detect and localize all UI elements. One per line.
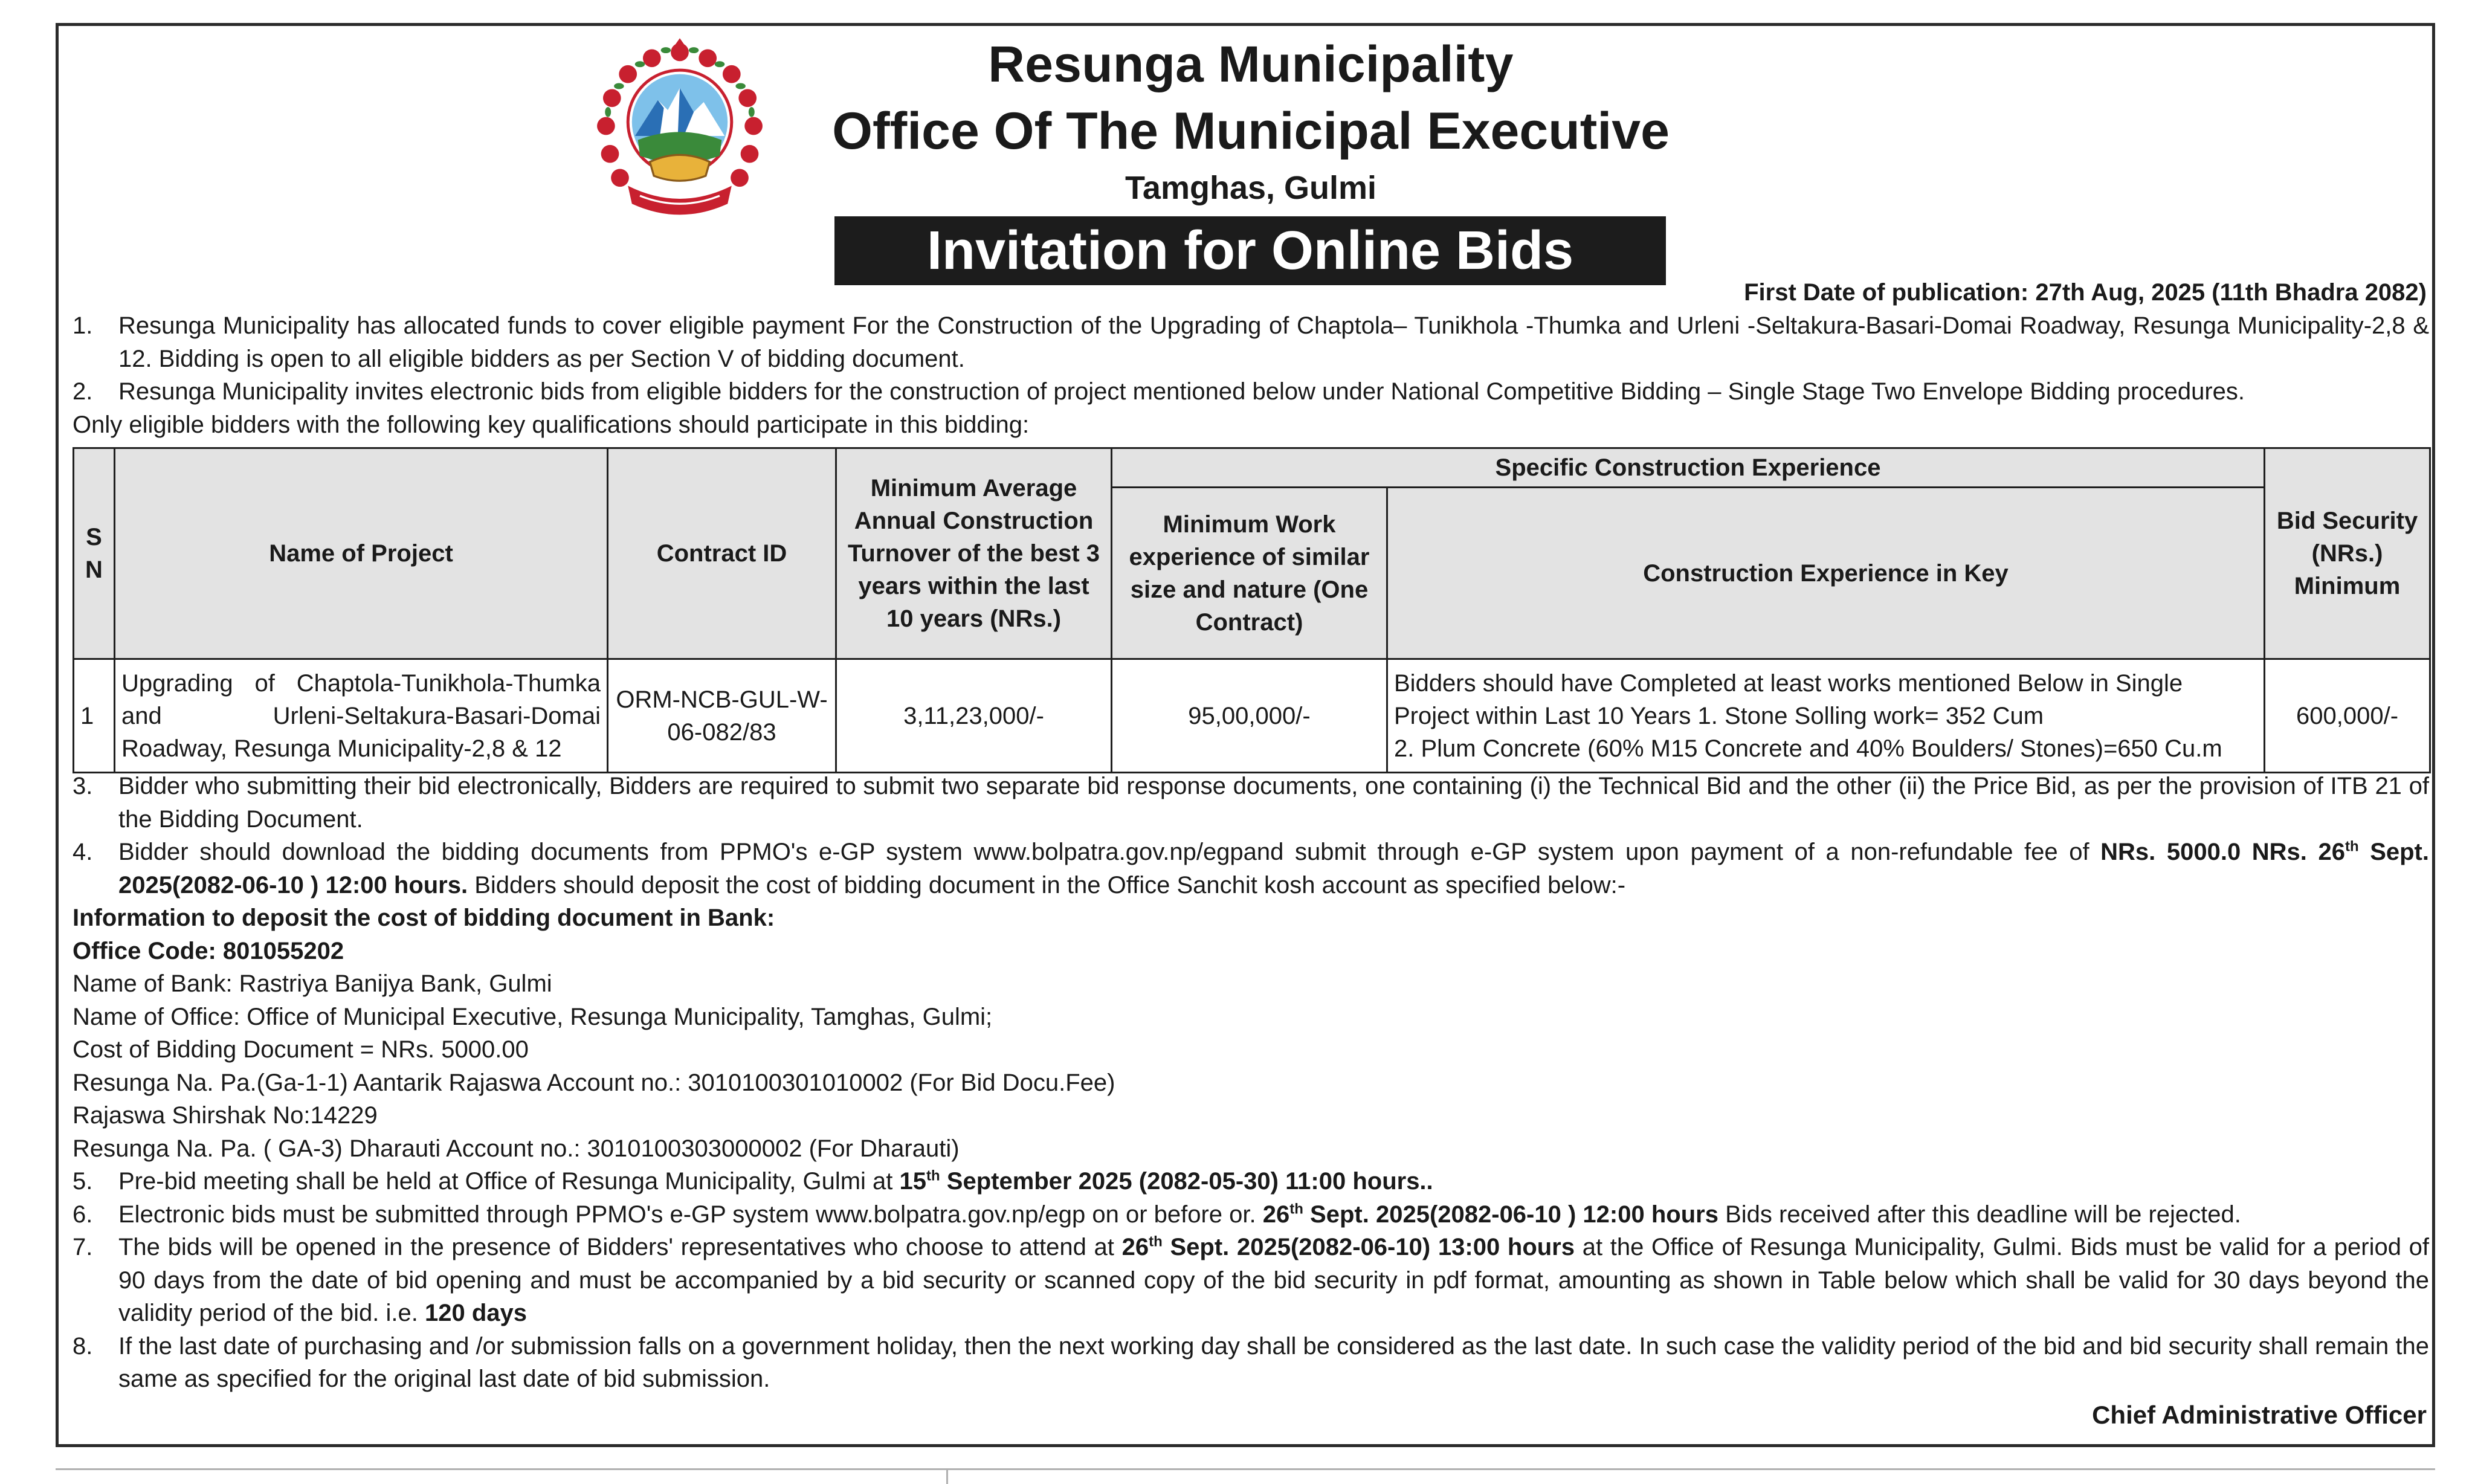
office-name: Office Of The Municipal Executive	[832, 102, 1670, 160]
point-number: 2.	[73, 378, 93, 405]
experience-line-1: Bidders should have Completed at least works mentioned Below in Single Project within Last 10 Years 1. Stone Solling work= 352 Cum	[1394, 669, 2183, 729]
point-text: If the last date of purchasing and /or submission falls on a government holiday, then the next working day shall be considered as the last date. In such case the validity period of the bid and bid security shall remain the same as specified for the original last date of bid submission.	[118, 1332, 2429, 1392]
notice-title-banner: Invitation for Online Bids	[834, 216, 1666, 285]
point-text: The bids will be opened in the presence of Bidders' representatives who choose to attend at	[118, 1234, 1114, 1260]
point-number: 3.	[73, 773, 93, 799]
header-key-experience: Construction Experience in Key	[1387, 488, 2265, 659]
header-sn: S N	[74, 448, 115, 659]
publication-date: First Date of publication: 27th Aug, 2025 (11th Bhadra 2082)	[1744, 279, 2427, 306]
table-row	[74, 659, 2430, 773]
office-code: Office Code: 801055202	[73, 937, 344, 964]
header-project-name: Name of Project	[115, 448, 608, 659]
revenue-heading-number: Rajaswa Shirshak No:14229	[73, 1102, 378, 1129]
ordinal-suffix: th	[1149, 1233, 1163, 1250]
bank-name: Name of Bank: Rastriya Banijya Bank, Gulmi	[73, 970, 552, 997]
header-turnover: Minimum Average Annual Construction Turnover of the best 3 years within the last 10 years (NRs.)	[836, 448, 1112, 659]
point-8	[73, 1330, 2429, 1396]
cell-turnover: 3,11,23,000/-	[836, 659, 1112, 773]
point-6	[73, 1198, 2429, 1231]
point-number: 6.	[73, 1201, 93, 1228]
point-7	[73, 1231, 2429, 1330]
point-text: Electronic bids must be submitted through PPMO's e-GP system www.bolpatra.gov.np/egp on or before or.	[118, 1201, 1256, 1228]
document-cost: Cost of Bidding Document = NRs. 5000.00	[73, 1036, 529, 1063]
bank-office-name: Name of Office: Office of Municipal Executive, Resunga Municipality, Tamghas, Gulmi;	[73, 1003, 993, 1030]
fee-amount: NRs. 5000.0 NRs. 26	[2100, 839, 2345, 865]
cell-key-experience	[1387, 659, 2265, 773]
pre-bid-day: 15	[899, 1168, 927, 1195]
point-text: Bidder who submitting their bid electronically, Bidders are required to submit two separate bid response documents, one containing (i) the Technical Bid and the other (ii) the Price Bid, as per the provision of ITB 21 of the Bidding Document.	[118, 773, 2429, 833]
signatory-title: Chief Administrative Officer	[2092, 1401, 2427, 1429]
cell-contract-id: ORM-NCB-GUL-W-06-082/83	[608, 659, 836, 773]
cell-sn: 1	[74, 659, 115, 773]
point-text: Pre-bid meeting shall be held at Office of Resunga Municipality, Gulmi at	[118, 1168, 893, 1195]
submission-day: 26	[1262, 1201, 1290, 1228]
point-text: Resunga Municipality has allocated funds to cover eligible payment For the Construction of the Upgrading of Chaptola– Tunikhola -Thumka and Urleni -Seltakura-Basari-Domai Roadway, Resunga Municipality-2,8 & 12. Bidding is open to all eligible bidders as per Section V of bidding document.	[118, 312, 2429, 372]
point-text: Resunga Municipality invites electronic bids from eligible bidders for the construction of project mentioned below under National Competitive Bidding – Single Stage Two Envelope Bidding procedures.	[118, 378, 2245, 405]
point-3	[73, 770, 2429, 836]
point-4	[73, 836, 2429, 902]
point-5	[73, 1165, 2429, 1198]
ordinal-suffix: th	[2344, 838, 2359, 855]
organization-name: Resunga Municipality	[988, 36, 1514, 92]
footer-rule	[56, 1468, 2435, 1470]
point-text: Bidder should download the bidding documents from PPMO's e-GP system www.bolpatra.gov.np/egpand submit through e-GP system upon payment of a non-refundable fee of	[118, 839, 2089, 865]
point-text-continued: Bids received after this deadline will be rejected.	[1725, 1201, 2241, 1228]
deposit-account: Resunga Na. Pa. ( GA-3) Dharauti Account no.: 3010100303000002 (For Dharauti)	[73, 1135, 960, 1162]
cell-bid-security: 600,000/-	[2265, 659, 2430, 773]
point-2	[73, 375, 2429, 408]
ordinal-suffix: th	[1289, 1201, 1303, 1218]
cell-min-work: 95,00,000/-	[1112, 659, 1387, 773]
header-bid-security: Bid Security (NRs.) Minimum	[2265, 448, 2430, 659]
ordinal-suffix: th	[926, 1167, 940, 1184]
opening-day: 26	[1121, 1234, 1149, 1260]
header-specific-experience: Specific Construction Experience	[1112, 448, 2265, 488]
point-number: 5.	[73, 1168, 93, 1195]
point-number: 4.	[73, 839, 93, 865]
header-contract-id: Contract ID	[608, 448, 836, 659]
bank-info-heading: Information to deposit the cost of bidding document in Bank:	[73, 905, 775, 931]
security-validity: 120 days	[424, 1300, 527, 1326]
opening-date: Sept. 2025(2082-06-10) 13:00 hours	[1170, 1234, 1575, 1260]
office-location: Tamghas, Gulmi	[1125, 170, 1377, 206]
point-number: 7.	[73, 1234, 93, 1260]
point-text-continued: at the Office of Resunga Municipality, Gulmi. Bids must be valid for a period of 90 days from the date of bid opening and must be accompanied by a bid security or scanned copy of the bid security in pdf format, amounting as shown in Table below which shall be valid for 30 days beyond the validity period of the bid. i.e.	[118, 1234, 2429, 1326]
qualification-note: Only eligible bidders with the following key qualifications should participate in this bidding:	[73, 411, 1030, 438]
header-min-work: Minimum Work experience of similar size and nature (One Contract)	[1112, 488, 1387, 659]
experience-line-2: 2. Plum Concrete (60% M15 Concrete and 40% Boulders/ Stones)=650 Cu.m	[1394, 735, 2222, 762]
point-1	[73, 309, 2429, 375]
point-number: 8.	[73, 1332, 93, 1360]
footer-divider	[946, 1468, 948, 1484]
submission-deadline: Sept. 2025(2082-06-10 ) 12:00 hours	[1310, 1201, 1718, 1228]
notice-intro	[73, 309, 2429, 441]
pre-bid-date: September 2025 (2082-05-30) 11:00 hours..	[946, 1168, 1433, 1195]
notice-details	[73, 770, 2429, 1396]
point-number: 1.	[73, 312, 93, 339]
bid-qualification-table	[73, 447, 2431, 773]
cell-project-name: Upgrading of Chaptola-Tunikhola-Thumka and Urleni-Seltakura-Basari-Domai Roadway, Resunga Municipality-2,8 & 12	[115, 659, 608, 773]
download-deadline: Sept. 2025(2082-06-10 ) 12:00 hours.	[118, 839, 2429, 898]
point-text-continued: Bidders should deposit the cost of bidding document in the Office Sanchit kosh account as specified below:-	[474, 871, 1626, 898]
revenue-account: Resunga Na. Pa.(Ga-1-1) Aantarik Rajaswa Account no.: 3010100301010002 (For Bid Docu.Fee)	[73, 1069, 1115, 1096]
